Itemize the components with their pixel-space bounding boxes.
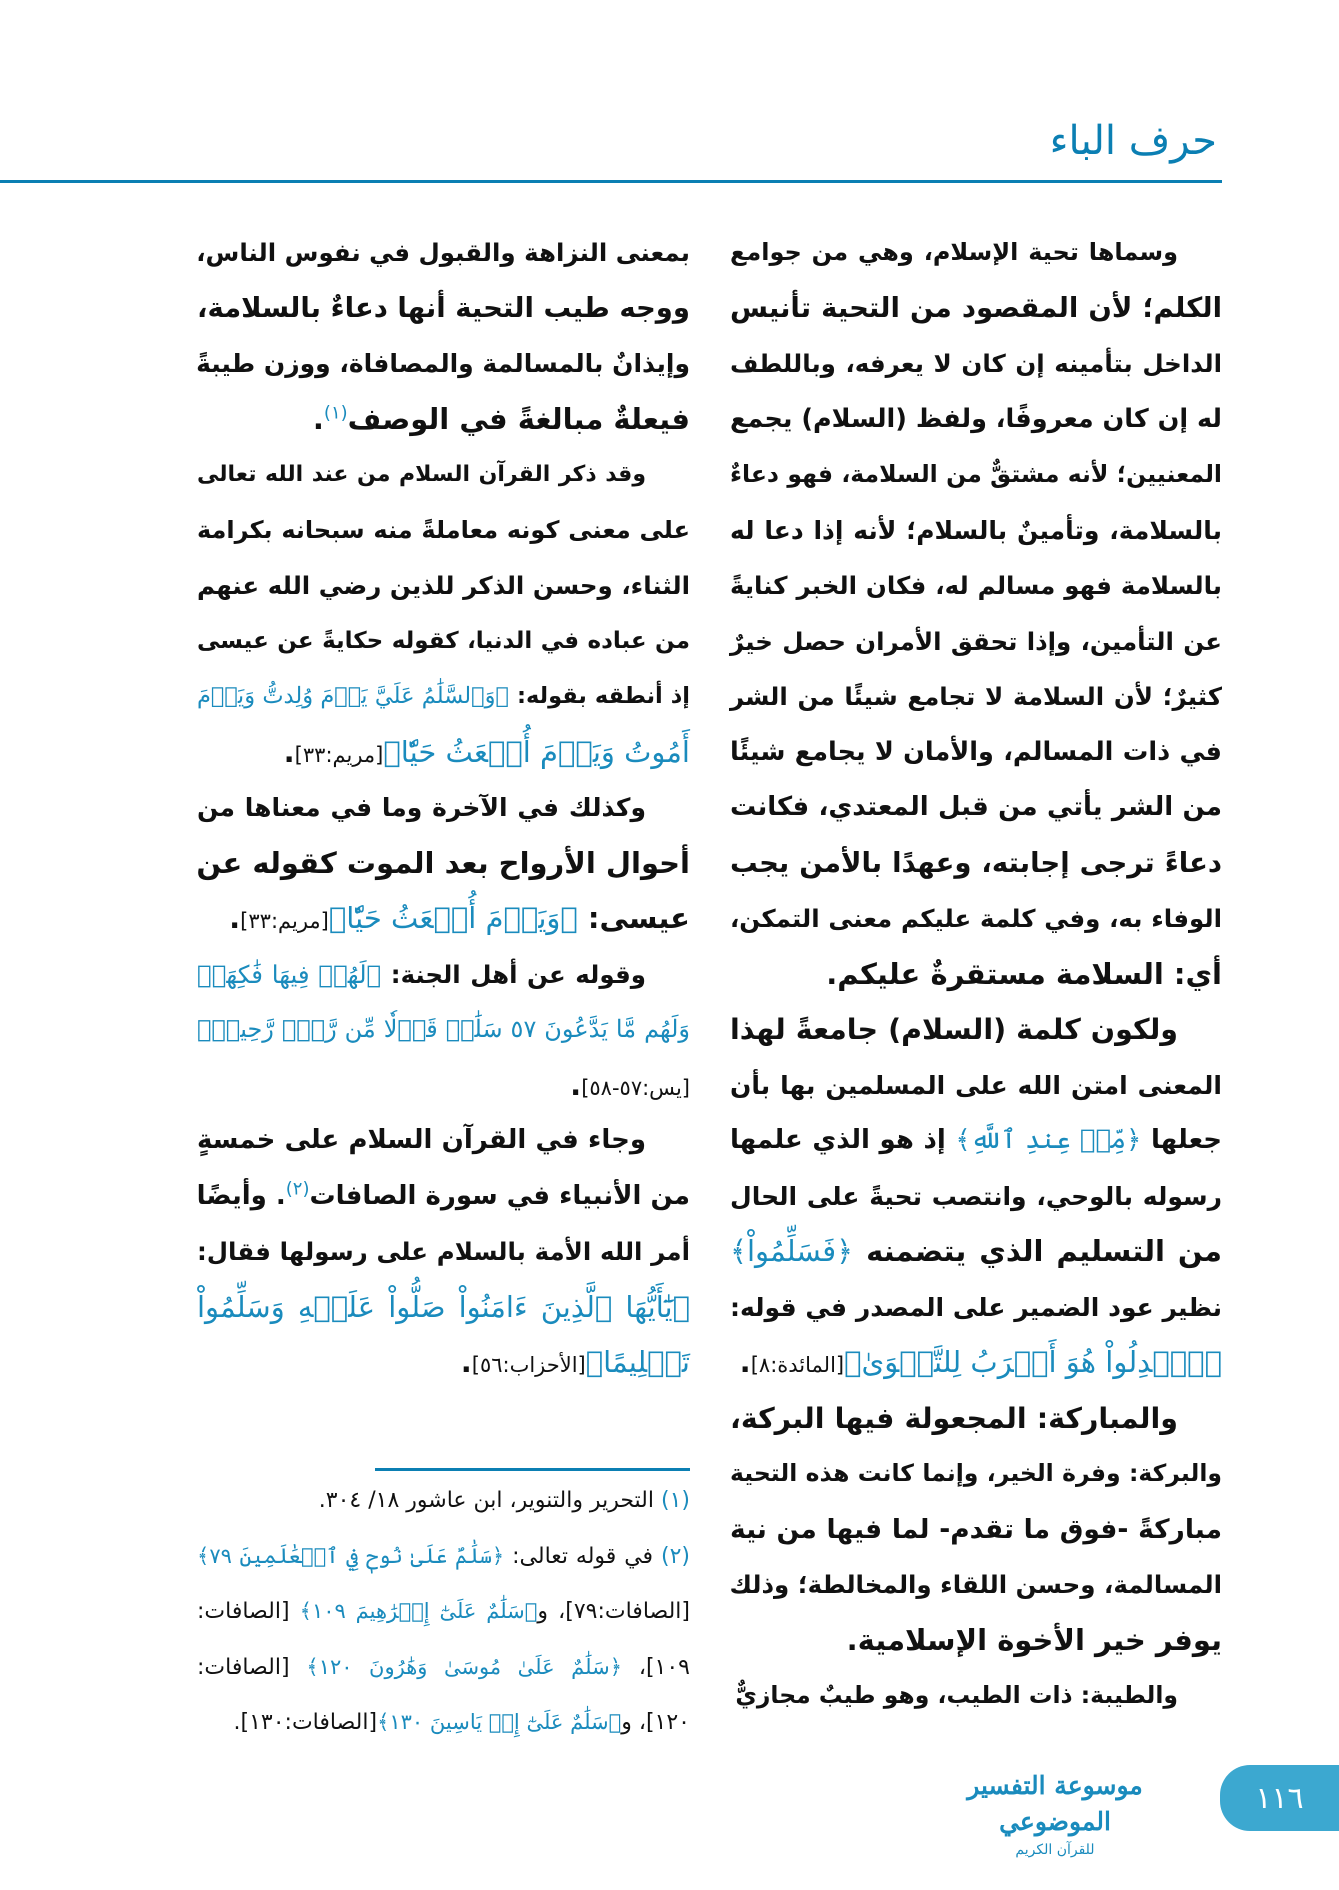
quran-verse: ﴿وَٱلسَّلَٰمُ عَلَيَّ يَوۡمَ وُلِدتُّ وَيَوۡمَ [197,683,510,709]
text-run: إذ هو الذي علمها [730,1125,956,1155]
verse-reference: [المائدة:٨] [750,1353,845,1377]
quran-verse: ﴿وَيَوۡمَ أُبۡعَثُ حَيّٗا﴾ [328,901,578,935]
text-run: كثيرٌ؛ لأن السلامة لا تجامع شيئًا من الشر [730,682,1222,711]
text-line [730,725,1222,781]
text-line [730,392,1222,448]
footnote-marker[interactable]: (١) [323,401,348,423]
text-line [197,725,690,781]
text-run: رسوله بالوحي، وانتصب تحيةً على الحال [730,1181,1222,1211]
text-line [730,336,1222,392]
quran-verse: ﴿مِّنۡ عِندِ ٱللَّهِ﴾ [955,1125,1142,1155]
text-run: نظير عود الضمير على المصدر في قوله: [730,1292,1222,1322]
text-line [730,836,1222,892]
text-line [730,669,1222,725]
text-line [197,669,690,725]
text-line [730,1002,1222,1058]
text-run: ولكون كلمة (السلام) جامعةً لهذا [730,1013,1178,1046]
quran-verse: أَمُوتُ وَيَوۡمَ أُبۡعَثُ حَيّٗا﴾ [383,734,690,769]
text-run: بالسلامة فهو مسالم له، فكان الخبر كنايةً [730,571,1222,600]
text-line [197,447,690,503]
text-line [197,1280,690,1336]
text-line [730,558,1222,614]
text-line [730,1280,1222,1336]
text-run: في قوله تعالى: [504,1543,654,1569]
text-line [197,1640,690,1696]
text-line [197,1113,690,1169]
text-run: يوفر خير الأخوة الإسلامية. [846,1622,1222,1657]
quran-verse: ﴿سَلَٰمٌ عَلَىٰ مُوسَىٰ وَهَٰرُونَ ١٢٠﴾ [306,1654,623,1679]
right-column [730,225,1222,1724]
footnote-number: (٢) [653,1543,690,1569]
text-line [730,1391,1222,1447]
text-line [730,1058,1222,1114]
text-run: عن التأمين، وإذا تحقق الأمران حصل خيرٌ [730,626,1222,656]
quran-verse: وَلَهُم مَّا يَدَّعُونَ ٥٧ سَلَٰمٞ قَوۡلٗا مِّن رَّبّٖ رَّحِيمٖ﴾ [197,1015,691,1043]
text-run: التحرير والتنوير، ابن عاشور ١٨/ ٣٠٤. [318,1488,654,1513]
text-line [730,1557,1222,1613]
text-line [197,780,690,836]
text-line [197,336,690,392]
text-run: ١٠٩]، [622,1654,690,1680]
text-line [730,447,1222,503]
page-number: ١١٦ [1255,1780,1304,1816]
text-run: على معنى كونه معاملةً منه سبحانه بكرامة [197,515,690,544]
text-run: في ذات المسالم، والأمان لا يجامع شيئًا [730,736,1222,767]
text-run: له إن كان معروفًا، ولفظ (السلام) يجمع [729,403,1222,434]
text-run: الثناء، وحسن الذكر للذين رضي الله عنهم [197,571,690,600]
text-run: . [460,1345,472,1379]
text-run: والمباركة: المجعولة فيها البركة، [730,1401,1178,1435]
text-line [197,891,690,947]
text-run: . [739,1345,751,1379]
text-run: الوفاء به، وفي كلمة عليكم معنى التمكن، [730,904,1222,933]
text-run: أي: السلامة مستقرةٌ عليكم. [826,956,1222,991]
text-line [197,614,690,670]
verse-reference: [مريم:٣٣] [240,909,329,933]
quran-verse: ﴿سَلَٰمٌ عَلَىٰٓ إِلۡ يَاسِينَ ١٣٠﴾ [377,1710,622,1734]
chapter-title: حرف الباء [1049,118,1217,164]
text-run: . [312,401,324,436]
text-run: المسالمة، وحسن اللقاء والمخالطة؛ وذلك [729,1570,1222,1599]
quran-verse: ﴿يَٰٓأَيُّهَا ٱلَّذِينَ ءَامَنُواْ صَلُّواْ عَلَيۡهِ وَسَلِّمُواْ [197,1289,690,1324]
text-run: أمر الله الأمة بالسلام على رسولها فقال: [197,1237,690,1266]
text-run: المعنى امتن الله على المسلمين بها بأن [730,1070,1222,1100]
text-run: جعلها [1141,1125,1222,1155]
text-run: وإيذانٌ بالمسالمة والمصافاة، ووزن طيبةً [196,349,690,378]
text-run: والطيبة: ذات الطيب، وهو طيبٌ مجازيٌّ [735,1681,1178,1709]
verse-reference: [الأحزاب:٥٦] [471,1353,586,1377]
text-run: الداخل بتأمينه إن كان لا يعرفه، وباللطف [730,349,1222,378]
text-run: من عباده في الدنيا، كقوله حكايةً عن عيسى [197,627,690,654]
text-run: فيعلةٌ مبالغةً في الوصف [347,401,690,436]
quran-verse: ﴿سَلَٰمٌ عَلَىٰٓ إِبۡرَٰهِيمَ ١٠٩﴾ [299,1599,538,1623]
encyclopedia-logo [930,1768,1180,1858]
text-line [197,1224,690,1280]
text-line [197,1695,690,1751]
text-run: . [283,734,295,769]
left-column [197,225,690,1391]
footnote-marker[interactable]: (٢) [285,1177,310,1199]
text-run: [الصافات: [197,1599,300,1624]
verse-reference: [مريم:٣٣] [294,742,384,767]
text-run: وجاء في القرآن السلام على خمسةٍ [197,1125,646,1155]
text-line [730,225,1222,281]
text-run: [الصافات:١٣٠]. [233,1710,378,1735]
text-run: عيسى: [577,901,690,935]
text-line [197,1058,690,1114]
text-line [197,558,690,614]
text-line [730,1502,1222,1558]
text-line [197,1002,690,1058]
text-run: من التسليم الذي يتضمنه [853,1234,1222,1268]
text-line [197,1584,690,1640]
text-run: مباركةً -فوق ما تقدم- لما فيها من نية [730,1513,1222,1545]
text-run: وكذلك في الآخرة وما في معناها من [197,793,646,822]
page-number-badge [1220,1765,1339,1831]
text-line [197,1335,690,1391]
text-line [730,1446,1222,1502]
text-line [730,1169,1222,1225]
text-line [197,1529,690,1585]
text-line [730,1668,1222,1724]
text-run: بالسلامة، وتأمينٌ بالسلام؛ لأنه إذا دعا له [730,515,1222,545]
text-line [197,392,690,448]
text-run: ووجه طيب التحية أنها دعاءٌ بالسلامة، [197,291,690,324]
text-line [197,225,690,281]
text-run: [الصافات: [197,1654,307,1680]
text-run: . [570,1067,582,1102]
quran-verse: ﴿ٱعۡدِلُواْ هُوَ أَقۡرَبُ لِلتَّقۡوَىٰ﴾ [844,1345,1222,1379]
text-line [730,780,1222,836]
text-run: وسماها تحية الإسلام، وهي من جوامع [730,238,1178,266]
text-run: . [229,901,241,935]
header-divider [0,180,1222,183]
text-line [197,947,690,1003]
text-run: بمعنى النزاهة والقبول في نفوس الناس، [196,238,690,267]
text-line [730,281,1222,337]
footnotes [197,1473,690,1751]
text-run: . وأيضًا [196,1180,286,1211]
quran-verse: ﴿فَسَلِّمُواْ﴾ [730,1234,854,1268]
footnote-divider [375,1468,690,1471]
text-line [197,836,690,892]
text-line [197,281,690,337]
text-line [730,1113,1222,1169]
text-run: ١٢٠]، و [621,1710,690,1735]
text-run: الكلم؛ لأن المقصود من التحية تأنيس [730,291,1222,324]
text-line [197,1169,690,1225]
text-line [730,614,1222,670]
text-line [197,1473,690,1529]
logo-subtitle: للقرآن الكريم [1015,1842,1095,1858]
text-run: من الشر يأتي من قبل المعتدي، فكانت [730,792,1222,822]
text-run: وقد ذكر القرآن السلام من عند الله تعالى [197,462,646,487]
logo-title: موسوعة التفسير الموضوعي [967,1771,1143,1836]
text-run: أحوال الأرواح بعد الموت كقوله عن [196,845,690,880]
text-line [730,1335,1222,1391]
text-line [730,503,1222,559]
text-line [730,947,1222,1003]
quran-verse: ﴿سَلَٰمٌ عَلَىٰ نُوحٖ فِي ٱلۡعَٰلَمِينَ ٧٩﴾ [197,1543,505,1568]
text-run: دعاءً ترجى إجابته، وعهدًا بالأمن يجب [730,846,1222,879]
text-line [730,1224,1222,1280]
text-run: [الصافات:٧٩]، و [537,1599,691,1624]
text-line [730,1613,1222,1669]
text-run: إذ أنطقه بقوله: [509,683,690,709]
quran-verse: ﴿لَهُمۡ فِيهَا فَٰكِهَةٞ [197,959,382,989]
verse-reference: [يس:٥٧-٥٨] [581,1075,690,1100]
quran-verse: تَسۡلِيمًا﴾ [585,1345,690,1379]
footnote-number: (١) [654,1488,690,1513]
text-run: المعنيين؛ لأنه مشتقٌّ من السلامة، فهو دعاءٌ [730,460,1222,488]
text-line [197,503,690,559]
text-run: وقوله عن أهل الجنة: [381,959,646,989]
text-run: والبركة: وفرة الخير، وإنما كانت هذه التحية [730,1459,1222,1487]
text-line [730,891,1222,947]
text-run: من الأنبياء في سورة الصافات [309,1180,690,1211]
